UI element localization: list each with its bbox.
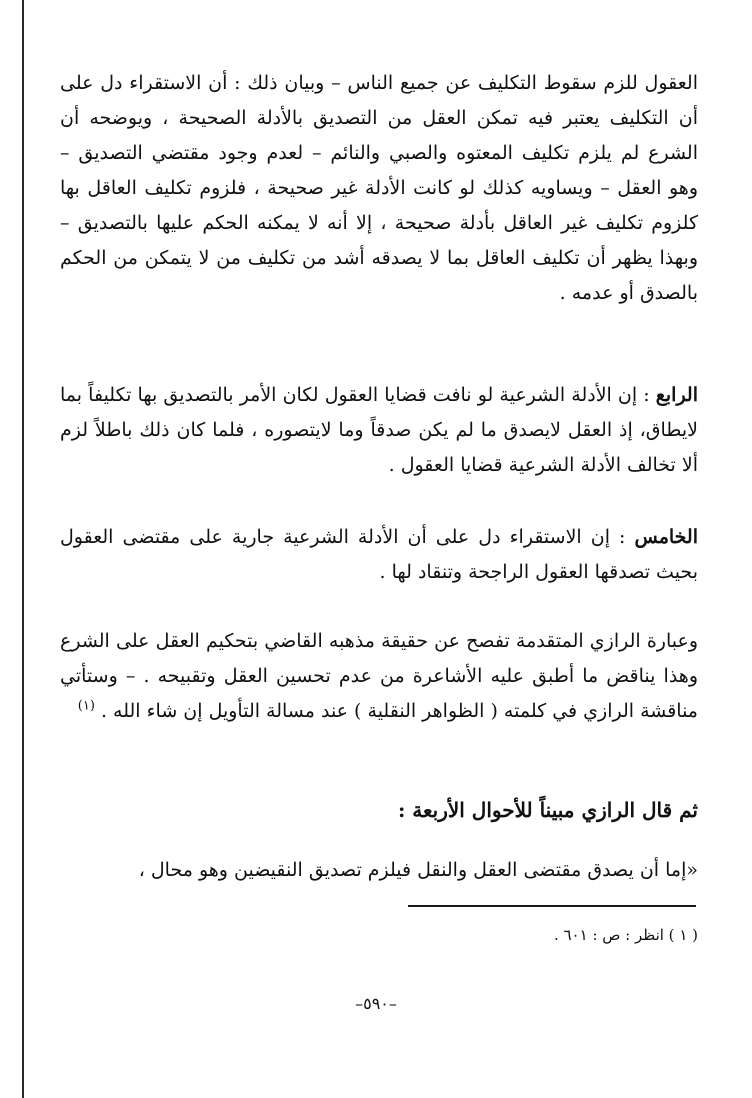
paragraph-2-lead: الرابع: [655, 384, 698, 406]
quote-line: «إما أن يصدق مقتضى العقل والنقل فيلزم تصديق النقيضين وهو محال ،: [138, 859, 698, 881]
paragraph-3: [60, 520, 698, 590]
page-edge-line: [22, 0, 24, 1098]
paragraph-1: العقول للزم سقوط التكليف عن جميع الناس – وبيان ذلك : أن الاستقراء دل على أن التكليف يعتبر فيه تمكن العقل من التصديق بالأدلة الصحيحة ، ويوضحه أن الشرع لم يلزم تكليف المعتوه والصبي والنائم – لعدم وجود مقتضي التصديق – وهو العقل – ويساويه كذلك لو كانت الأدلة غير صحيحة ، فلزوم تكليف العاقل بها كلزوم تكليف غير العاقل بأدلة صحيحة ، إلا أنه لا يمكنه الحكم عليها بالتصديق – وبهذا يظهر أن تكليف العاقل بما لا يصدقه أشد من تكليف من لا يتمكن من الحكم بالصدق أو عدمه .: [60, 72, 699, 304]
paragraph-4: [60, 624, 698, 729]
paragraph-2: [60, 378, 698, 483]
footnote-divider: [408, 905, 696, 907]
paragraph-3-text: : إن الاستقراء دل على أن الأدلة الشرعية جارية على مقتضى العقول بحيث تصدقها العقول الراجحة وتنقاد لها .: [60, 526, 698, 583]
paragraph-2-text: : إن الأدلة الشرعية لو نافت قضايا العقول لكان الأمر بالتصديق بها تكليفاً بما لايطاق، إذ العقل لايصدق ما لم يكن صدقاً وما لايتصوره ، فلما كان ذلك باطلاً لزم ألا تخالف الأدلة الشرعية قضايا العقول .: [60, 384, 698, 476]
paragraph-3-lead: الخامس: [634, 526, 698, 548]
paragraph-4-text: وعبارة الرازي المتقدمة تفصح عن حقيقة مذهبه القاضي بتحكيم العقل على الشرع وهذا يناقض ما أطبق عليه الأشاعرة من عدم تحسين العقل وتقبيحه . – وستأتي مناقشة الرازي في كلمته ( الظواهر النقلية ) عند مسالة التأويل إن شاء الله .: [60, 630, 698, 722]
page-number: –٥٩٠–: [355, 994, 397, 1013]
footnote-reference: (١): [77, 698, 95, 714]
section-heading: ثم قال الرازي مبيناً للأحوال الأربعة :: [397, 798, 698, 822]
footnote: ( ١ ) انظر : ص : ٦٠١ .: [553, 926, 698, 944]
